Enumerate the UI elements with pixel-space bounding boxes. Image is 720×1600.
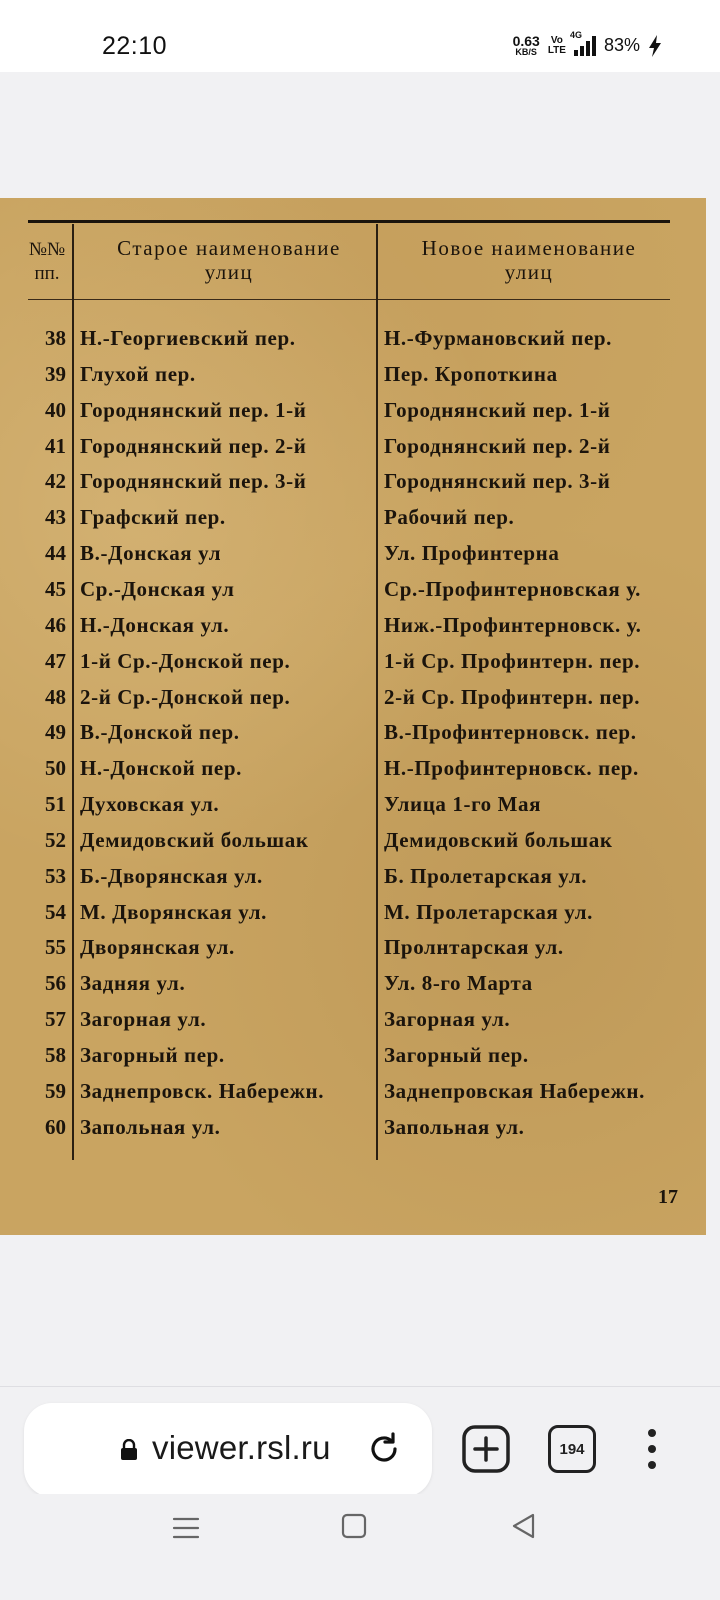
table-header-rule <box>28 299 670 300</box>
battery-percent: 83% <box>603 35 640 55</box>
old-street-name: В.-Донская ул <box>80 541 222 566</box>
header-new-line2: улиц <box>504 260 554 284</box>
table-row <box>0 929 706 965</box>
new-street-name: Ниж.-Профинтерновск. у. <box>384 612 642 637</box>
table-row <box>0 499 706 535</box>
old-street-name: Городнянский пер. 2-й <box>80 433 307 458</box>
row-number: 60 <box>45 1114 66 1139</box>
old-street-name: Н.-Донской пер. <box>80 756 242 781</box>
new-street-name: В.-Профинтерновск. пер. <box>384 720 637 745</box>
volte-top: Vo <box>550 34 563 46</box>
table-row <box>0 1109 706 1145</box>
url-text[interactable]: viewer.rsl.ru <box>152 1429 331 1466</box>
volte-icon <box>548 36 566 56</box>
header-new-line1: Новое наименование <box>421 236 637 260</box>
page-number: 17 <box>658 1186 678 1208</box>
signal-icon <box>569 29 596 56</box>
old-street-name: Запольная ул. <box>80 1114 221 1139</box>
table-row <box>0 858 706 894</box>
new-street-name: Городнянский пер. 3-й <box>384 469 611 494</box>
row-number: 41 <box>45 433 66 458</box>
new-street-name: Городнянский пер. 2-й <box>384 433 611 458</box>
table-row <box>0 320 706 356</box>
old-street-name: Демидовский большак <box>80 827 309 852</box>
tab-count: 194 <box>559 1440 585 1458</box>
status-indicators <box>512 29 662 57</box>
new-street-name: Ул. 8-го Марта <box>384 971 533 996</box>
table-row <box>0 607 706 643</box>
table-row <box>0 463 706 499</box>
table-row <box>0 750 706 786</box>
old-street-name: Графский пер. <box>80 505 226 530</box>
home-icon[interactable] <box>340 1512 368 1540</box>
old-street-name: Загорный пер. <box>80 1043 225 1067</box>
new-street-name: Заднепровская Набережн. <box>384 1078 645 1103</box>
new-street-name: Б. Пролетарская ул. <box>384 863 588 888</box>
table-row <box>0 392 706 428</box>
header-new-name <box>384 236 674 284</box>
new-street-name: 1-й Ср. Профинтерн. пер. <box>384 648 641 673</box>
row-number: 54 <box>45 899 66 924</box>
table-row <box>0 1073 706 1109</box>
old-street-name: Городнянский пер. 1-й <box>80 397 307 422</box>
old-street-name: Заднепровск. Набережн. <box>80 1078 325 1103</box>
header-old-line1: Старое наименование <box>117 236 341 260</box>
table-row <box>0 679 706 715</box>
table-row <box>0 894 706 930</box>
new-street-name: Загорная ул. <box>384 1007 511 1032</box>
header-old-line2: улиц <box>204 260 254 284</box>
new-street-name: Ул. Профинтерна <box>384 541 560 566</box>
row-number: 53 <box>45 863 66 888</box>
new-street-name: Запольная ул. <box>384 1114 525 1139</box>
back-icon[interactable] <box>510 1512 538 1540</box>
old-street-name: Дворянская ул. <box>80 935 235 960</box>
row-number: 39 <box>45 361 66 386</box>
network-type: 4G <box>569 29 582 40</box>
old-street-name: В.-Донской пер. <box>80 720 240 745</box>
new-street-name: Демидовский большак <box>384 827 613 852</box>
system-nav-bar <box>0 1494 720 1600</box>
new-street-name: М. Пролетарская ул. <box>384 899 594 924</box>
table-row <box>0 1001 706 1037</box>
volte-bottom: LTE <box>547 44 566 56</box>
old-street-name: Глухой пер. <box>80 361 196 386</box>
new-street-name: Н.-Фурмановский пер. <box>384 326 613 350</box>
row-number: 57 <box>45 1007 66 1032</box>
status-bar <box>0 0 720 72</box>
old-street-name: Н.-Донская ул. <box>80 612 230 637</box>
network-speed-unit: KB/S <box>515 47 537 57</box>
row-number: 50 <box>45 756 66 781</box>
header-number <box>24 238 70 286</box>
row-number: 38 <box>45 326 66 350</box>
header-old-name <box>90 236 368 284</box>
new-tab-button[interactable] <box>462 1425 510 1473</box>
new-street-name: Н.-Профинтерновск. пер. <box>384 756 639 781</box>
row-number: 51 <box>45 792 66 817</box>
new-street-name: Ср.-Профинтерновская у. <box>384 576 641 601</box>
new-street-name: Пер. Кропоткина <box>384 361 558 386</box>
table-row <box>0 822 706 858</box>
header-number-line1: №№ <box>28 239 66 260</box>
old-street-name: 1-й Ср.-Донской пер. <box>80 648 291 673</box>
table-row <box>0 356 706 392</box>
network-speed <box>513 34 540 57</box>
old-street-name: Загорная ул. <box>80 1007 207 1032</box>
row-number: 44 <box>45 541 66 566</box>
table-row <box>0 1037 706 1073</box>
new-street-name: Рабочий пер. <box>384 505 515 530</box>
table-row <box>0 714 706 750</box>
document-page <box>0 198 706 1235</box>
new-street-name: 2-й Ср. Профинтерн. пер. <box>384 684 641 709</box>
old-street-name: Ср.-Донская ул <box>80 576 235 601</box>
recents-icon[interactable] <box>172 1514 200 1542</box>
row-number: 47 <box>45 648 66 673</box>
row-number: 45 <box>45 576 66 601</box>
table-row <box>0 643 706 679</box>
old-street-name: Н.-Георгиевский пер. <box>80 326 296 350</box>
new-street-name: Пролнтарская ул. <box>384 935 564 960</box>
table-top-rule <box>28 220 670 223</box>
old-street-name: Духовская ул. <box>80 792 220 817</box>
new-street-name: Улица 1-го Мая <box>384 792 542 817</box>
reload-icon[interactable] <box>366 1431 402 1467</box>
old-street-name: Б.-Дворянская ул. <box>80 863 263 888</box>
row-number: 52 <box>45 827 66 852</box>
table-row <box>0 786 706 822</box>
table-row <box>0 535 706 571</box>
row-number: 49 <box>45 720 66 745</box>
address-bar[interactable] <box>24 1403 432 1497</box>
charging-bolt-icon <box>648 35 662 57</box>
status-time: 22:10 <box>102 32 168 60</box>
browser-toolbar <box>0 1386 720 1494</box>
new-street-name: Загорный пер. <box>384 1043 529 1067</box>
new-street-name: Городнянский пер. 1-й <box>384 397 611 422</box>
network-speed-value: 0.63 <box>512 33 540 49</box>
old-street-name: Городнянский пер. 3-й <box>80 469 307 494</box>
row-number: 43 <box>45 505 66 530</box>
row-number: 40 <box>45 397 66 422</box>
row-number: 48 <box>45 684 66 709</box>
table-row <box>0 571 706 607</box>
row-number: 59 <box>45 1078 66 1103</box>
lock-icon <box>120 1439 138 1461</box>
old-street-name: 2-й Ср.-Донской пер. <box>80 684 291 709</box>
table-row <box>0 428 706 464</box>
old-street-name: М. Дворянская ул. <box>80 899 268 924</box>
row-number: 58 <box>45 1043 66 1067</box>
row-number: 56 <box>45 971 66 996</box>
row-number: 55 <box>45 935 66 960</box>
old-street-name: Задняя ул. <box>80 971 186 996</box>
header-number-line2: пп. <box>34 263 60 284</box>
more-vert-icon[interactable] <box>640 1425 664 1473</box>
table-row <box>0 965 706 1001</box>
row-number: 46 <box>45 612 66 637</box>
row-number: 42 <box>45 469 66 494</box>
tab-switcher-button[interactable] <box>548 1425 596 1473</box>
